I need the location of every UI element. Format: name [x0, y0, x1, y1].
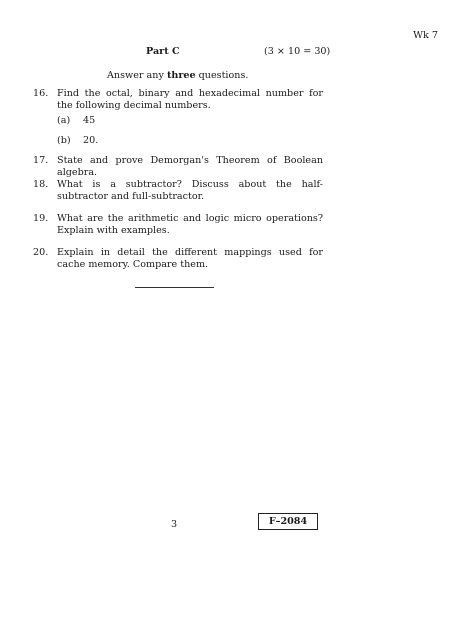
end-rule — [135, 287, 214, 288]
sub-label: (b) — [57, 135, 71, 146]
question-number: 20. — [33, 247, 49, 258]
question-text: Find the octal, binary and hexadecimal number for the following decimal numbers. — [57, 88, 323, 111]
sub-question-a — [57, 115, 95, 127]
instruction-pre: Answer any — [107, 70, 167, 81]
sub-question-b — [57, 135, 98, 147]
instruction-post: questions. — [195, 70, 249, 81]
question-number: 19. — [33, 213, 49, 224]
paper-code-box: F–2084 — [258, 513, 318, 530]
sub-value: 45 — [83, 115, 96, 126]
question-text: What is a subtractor? Discuss about the half-subtractor and full-subtractor. — [57, 179, 323, 202]
instruction — [107, 70, 248, 82]
question-text: Explain in detail the different mappings used for cache memory. Compare them. — [57, 247, 323, 270]
marks-scheme: (3 × 10 = 30) — [264, 46, 331, 57]
sub-value: 20. — [83, 135, 99, 146]
question-number: 17. — [33, 155, 49, 166]
page-number: 3 — [171, 519, 178, 530]
question-number: 16. — [33, 88, 49, 99]
question-text: What are the arithmetic and logic micro operations? Explain with examples. — [57, 213, 323, 236]
part-title: Part C — [146, 46, 180, 57]
question-text: State and prove Demorgan's Theorem of Boolean algebra. — [57, 155, 323, 178]
sub-label: (a) — [57, 115, 71, 126]
instruction-bold: three — [166, 70, 196, 81]
corner-code: Wk 7 — [413, 30, 438, 41]
question-number: 18. — [33, 179, 49, 190]
